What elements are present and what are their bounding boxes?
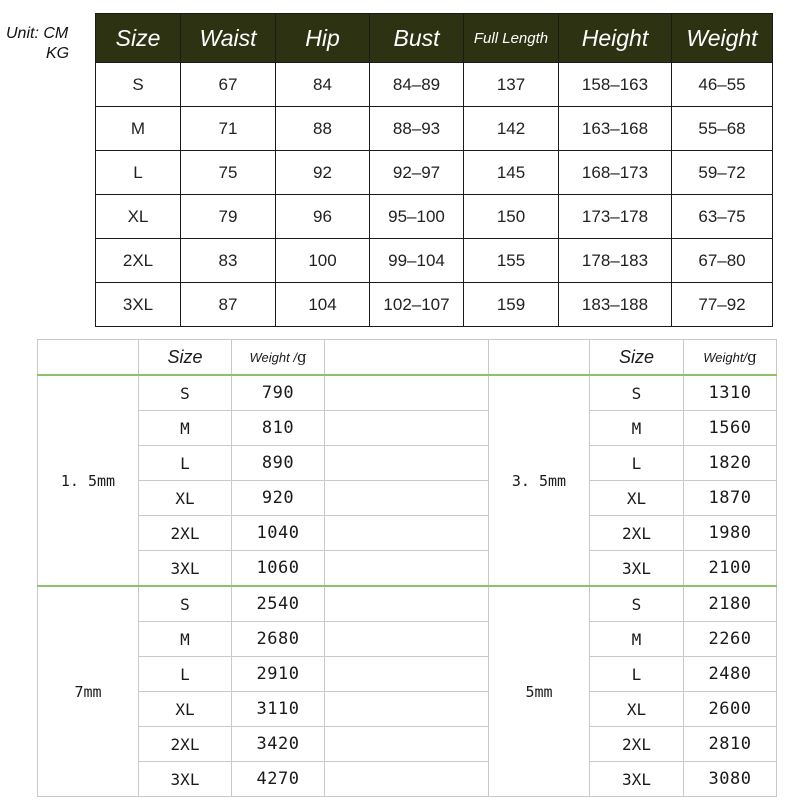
- cell-weight: 3110: [232, 692, 325, 727]
- cell-full-length: 155: [464, 239, 559, 283]
- cell-size: L: [139, 446, 232, 481]
- header-full-length: Full Length: [464, 14, 559, 63]
- cell-size: 3XL: [96, 283, 181, 327]
- unit-kg: KG: [46, 45, 70, 62]
- blank-cell: [325, 446, 489, 481]
- cell-size: XL: [590, 481, 684, 516]
- blank-cell: [325, 411, 489, 446]
- cell-full-length: 150: [464, 195, 559, 239]
- cell-weight: 2180: [684, 586, 777, 622]
- table-row: [96, 283, 773, 327]
- cell-weight: 1980: [684, 516, 777, 551]
- header-weight: Weight: [672, 14, 773, 63]
- cell-bust: 84–89: [370, 63, 464, 107]
- cell-size: XL: [139, 692, 232, 727]
- blank-cell: [325, 657, 489, 692]
- cell-bust: 99–104: [370, 239, 464, 283]
- header-weight-text: Weight: [703, 350, 744, 365]
- cell-weight: 1870: [684, 481, 777, 516]
- cell-weight: 4270: [232, 762, 325, 797]
- cell-weight: 2810: [684, 727, 777, 762]
- header-bust: Bust: [370, 14, 464, 63]
- cell-waist: 71: [181, 107, 276, 151]
- header-weight-right: [684, 340, 777, 376]
- weight-by-thickness-table: [37, 339, 777, 797]
- header-size-left: Size: [139, 340, 232, 376]
- header-weight-text: Weight: [249, 350, 290, 365]
- cell-size: XL: [96, 195, 181, 239]
- cell-size: S: [96, 63, 181, 107]
- table-row: [96, 239, 773, 283]
- cell-size: S: [139, 375, 232, 411]
- cell-weight: 810: [232, 411, 325, 446]
- thickness-label: 3. 5mm: [489, 375, 590, 586]
- blank-cell: [325, 551, 489, 587]
- table-row: [96, 63, 773, 107]
- table-row: [38, 657, 777, 692]
- cell-waist: 83: [181, 239, 276, 283]
- cell-size: XL: [139, 481, 232, 516]
- header-unit: g: [747, 348, 757, 366]
- cell-waist: 79: [181, 195, 276, 239]
- cell-size: XL: [590, 692, 684, 727]
- cell-size: 2XL: [590, 727, 684, 762]
- table-row: [38, 622, 777, 657]
- header-slash: /: [293, 350, 297, 365]
- table-row: [38, 692, 777, 727]
- thickness-label: 5mm: [489, 586, 590, 797]
- cell-bust: 92–97: [370, 151, 464, 195]
- header-blank: [489, 340, 590, 376]
- header-blank: [38, 340, 139, 376]
- table-row: [38, 411, 777, 446]
- cell-hip: 84: [276, 63, 370, 107]
- cell-waist: 67: [181, 63, 276, 107]
- header-size: Size: [96, 14, 181, 63]
- cell-size: 2XL: [96, 239, 181, 283]
- cell-weight: 2100: [684, 551, 777, 587]
- cell-full-length: 159: [464, 283, 559, 327]
- header-unit: g: [296, 348, 307, 366]
- size-chart-table: [95, 13, 773, 327]
- blank-cell: [325, 727, 489, 762]
- table-row: [38, 762, 777, 797]
- cell-weight: 2680: [232, 622, 325, 657]
- cell-weight: 2540: [232, 586, 325, 622]
- table-row: [96, 195, 773, 239]
- cell-size: 3XL: [139, 551, 232, 587]
- cell-bust: 95–100: [370, 195, 464, 239]
- cell-weight: 59–72: [672, 151, 773, 195]
- cell-height: 163–168: [559, 107, 672, 151]
- cell-weight: 67–80: [672, 239, 773, 283]
- thickness-label: 1. 5mm: [38, 375, 139, 586]
- cell-hip: 104: [276, 283, 370, 327]
- cell-size: 2XL: [139, 516, 232, 551]
- cell-hip: 92: [276, 151, 370, 195]
- cell-weight: 3420: [232, 727, 325, 762]
- cell-height: 168–173: [559, 151, 672, 195]
- cell-weight: 1040: [232, 516, 325, 551]
- cell-weight: 920: [232, 481, 325, 516]
- blank-cell: [325, 516, 489, 551]
- table-row: [38, 586, 777, 622]
- table-row: [38, 375, 777, 411]
- cell-size: 3XL: [139, 762, 232, 797]
- cell-size: L: [139, 657, 232, 692]
- table-row: [38, 727, 777, 762]
- header-slash: /: [743, 350, 748, 365]
- cell-size: M: [590, 622, 684, 657]
- cell-hip: 96: [276, 195, 370, 239]
- cell-full-length: 142: [464, 107, 559, 151]
- cell-height: 158–163: [559, 63, 672, 107]
- cell-weight: 77–92: [672, 283, 773, 327]
- blank-cell: [325, 762, 489, 797]
- thickness-label: 7mm: [38, 586, 139, 797]
- cell-waist: 87: [181, 283, 276, 327]
- cell-size: M: [96, 107, 181, 151]
- header-blank: [325, 340, 489, 376]
- cell-height: 178–183: [559, 239, 672, 283]
- weight-table-header-row: [38, 340, 777, 376]
- cell-size: L: [96, 151, 181, 195]
- cell-weight: 1060: [232, 551, 325, 587]
- cell-weight: 3080: [684, 762, 777, 797]
- cell-size: M: [139, 622, 232, 657]
- cell-weight: 890: [232, 446, 325, 481]
- cell-hip: 88: [276, 107, 370, 151]
- cell-size: S: [590, 375, 684, 411]
- cell-size: 2XL: [590, 516, 684, 551]
- blank-cell: [325, 622, 489, 657]
- blank-cell: [325, 481, 489, 516]
- cell-bust: 102–107: [370, 283, 464, 327]
- cell-weight: 1560: [684, 411, 777, 446]
- cell-full-length: 137: [464, 63, 559, 107]
- cell-size: 2XL: [139, 727, 232, 762]
- size-chart-header-row: [96, 14, 773, 63]
- table-row: [96, 151, 773, 195]
- cell-height: 183–188: [559, 283, 672, 327]
- cell-weight: 1310: [684, 375, 777, 411]
- cell-weight: 2910: [232, 657, 325, 692]
- table-row: [38, 516, 777, 551]
- cell-full-length: 145: [464, 151, 559, 195]
- cell-waist: 75: [181, 151, 276, 195]
- unit-cm: Unit: CM: [6, 25, 69, 42]
- cell-weight: 2480: [684, 657, 777, 692]
- header-weight-left: [232, 340, 325, 376]
- cell-weight: 790: [232, 375, 325, 411]
- cell-size: L: [590, 446, 684, 481]
- cell-size: 3XL: [590, 551, 684, 587]
- cell-size: S: [139, 586, 232, 622]
- header-hip: Hip: [276, 14, 370, 63]
- table-row: [38, 551, 777, 587]
- cell-weight: 63–75: [672, 195, 773, 239]
- blank-cell: [325, 586, 489, 622]
- table-row: [96, 107, 773, 151]
- cell-size: M: [139, 411, 232, 446]
- cell-hip: 100: [276, 239, 370, 283]
- cell-weight: 46–55: [672, 63, 773, 107]
- unit-label: [6, 24, 86, 64]
- header-size-right: Size: [590, 340, 684, 376]
- cell-weight: 55–68: [672, 107, 773, 151]
- blank-cell: [325, 375, 489, 411]
- cell-height: 173–178: [559, 195, 672, 239]
- table-row: [38, 481, 777, 516]
- cell-size: S: [590, 586, 684, 622]
- cell-size: 3XL: [590, 762, 684, 797]
- blank-cell: [325, 692, 489, 727]
- cell-size: L: [590, 657, 684, 692]
- cell-weight: 2260: [684, 622, 777, 657]
- header-waist: Waist: [181, 14, 276, 63]
- cell-size: M: [590, 411, 684, 446]
- header-height: Height: [559, 14, 672, 63]
- cell-weight: 1820: [684, 446, 777, 481]
- table-row: [38, 446, 777, 481]
- cell-bust: 88–93: [370, 107, 464, 151]
- cell-weight: 2600: [684, 692, 777, 727]
